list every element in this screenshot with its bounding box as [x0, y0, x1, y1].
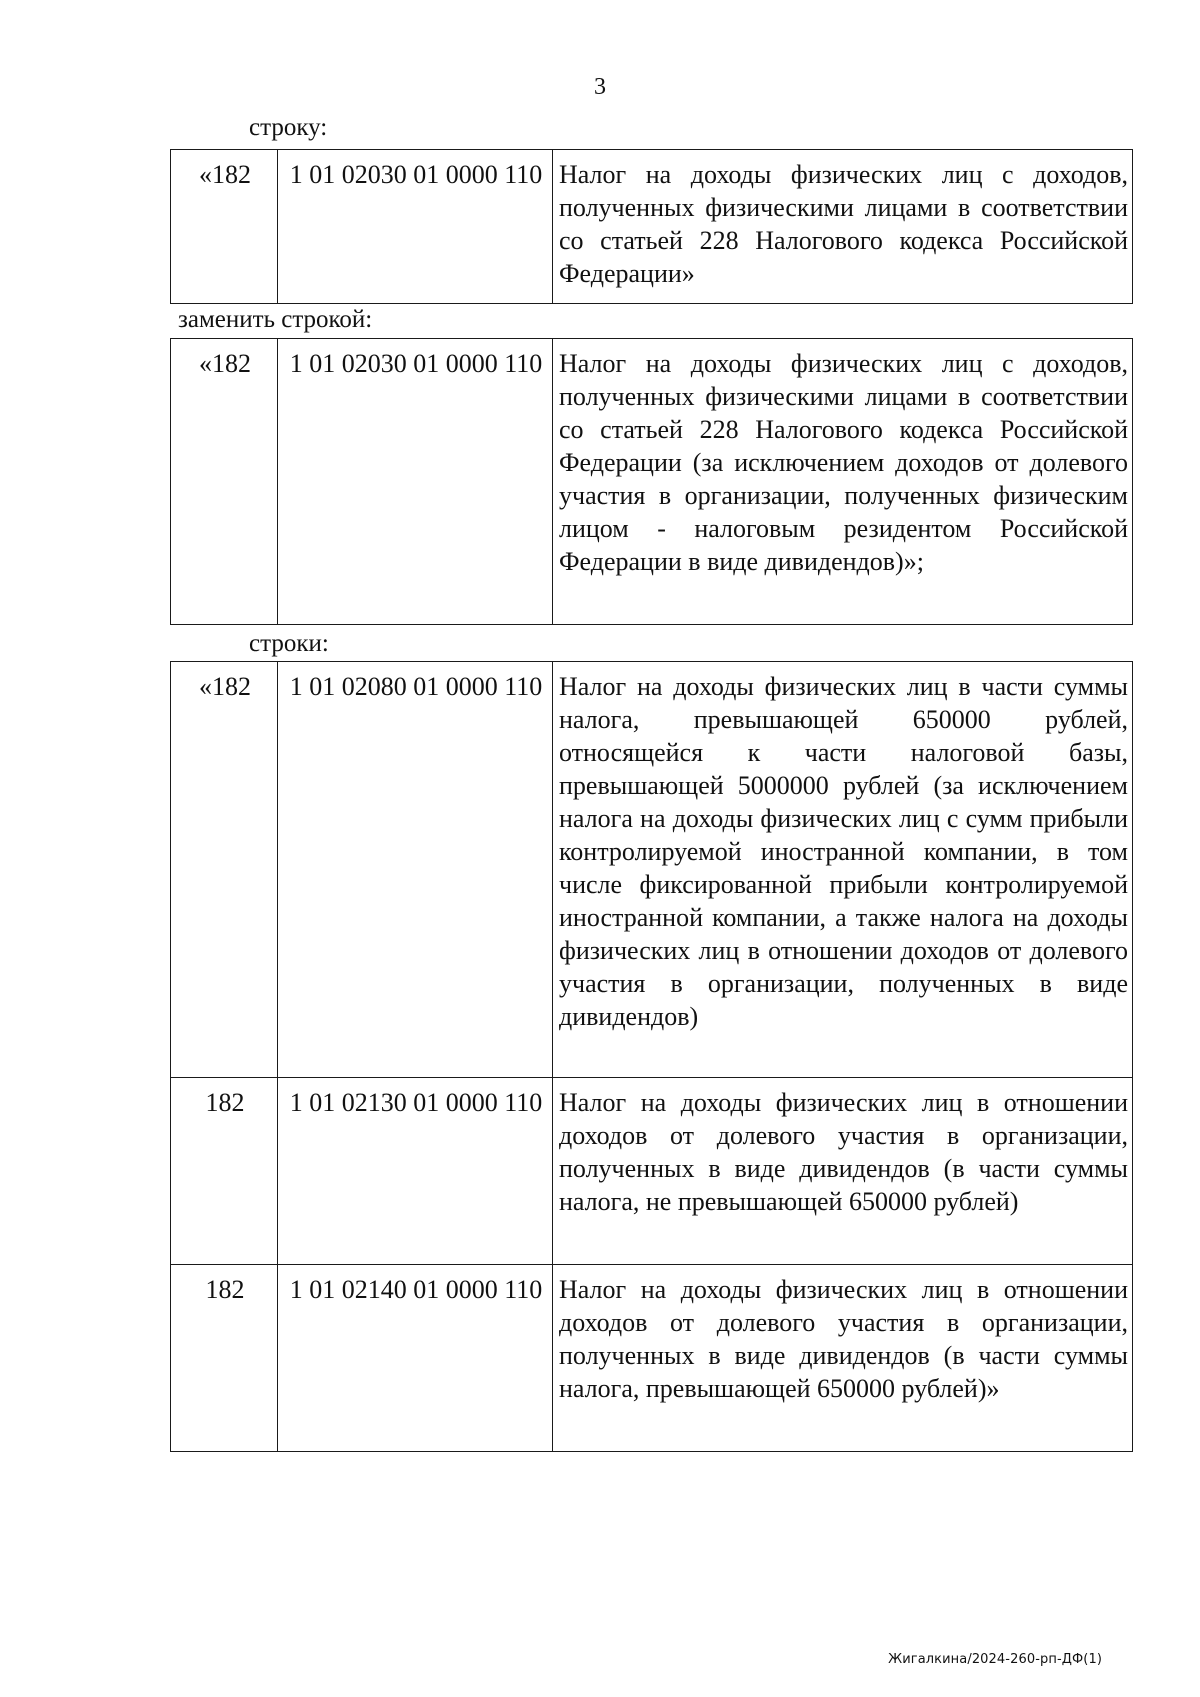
- page-number: 3: [594, 74, 606, 100]
- kbk-code-cell: 1 01 02140 01 0000 110: [278, 1265, 553, 1452]
- description-cell: Налог на доходы физических лиц с доходов, полученных физическими лицами в соответствии со статьей 228 Налогового кодекса Российской Федерации»: [553, 150, 1133, 304]
- table-row: [171, 150, 1133, 304]
- admin-code-cell: «182: [171, 662, 278, 1078]
- budget-table-rows: [170, 661, 1133, 1452]
- admin-code-cell: «182: [171, 339, 278, 625]
- kbk-code-cell: 1 01 02130 01 0000 110: [278, 1078, 553, 1265]
- lead-text-rows: строки:: [249, 630, 329, 657]
- description-cell: Налог на доходы физических лиц с доходов, полученных физическими лицами в соответствии со статьей 228 Налогового кодекса Российской Федерации (за исключением доходов от долевого участия в организации, полученных физическим лицом - налоговым резидентом Российской Федерации в виде дивидендов)»;: [553, 339, 1133, 625]
- document-footer-id: Жигалкина/2024-260-рп-ДФ(1): [888, 1652, 1102, 1667]
- budget-table-new-row: [170, 338, 1133, 625]
- description-cell: Налог на доходы физических лиц в отношении доходов от долевого участия в организации, полученных в виде дивидендов (в части суммы налога, не превышающей 650000 рублей): [553, 1078, 1133, 1265]
- admin-code-cell: «182: [171, 150, 278, 304]
- lead-text-replace-row: строку:: [249, 114, 328, 141]
- table-row: [171, 1078, 1133, 1265]
- kbk-code-cell: 1 01 02080 01 0000 110: [278, 662, 553, 1078]
- kbk-code-cell: 1 01 02030 01 0000 110: [278, 150, 553, 304]
- admin-code-cell: 182: [171, 1078, 278, 1265]
- description-cell: Налог на доходы физических лиц в отношении доходов от долевого участия в организации, полученных в виде дивидендов (в части суммы налога, превышающей 650000 рублей)»: [553, 1265, 1133, 1452]
- budget-table-original-row: [170, 149, 1133, 304]
- lead-text-replace-with: заменить строкой:: [178, 306, 373, 333]
- table-row: [171, 1265, 1133, 1452]
- kbk-code-cell: 1 01 02030 01 0000 110: [278, 339, 553, 625]
- admin-code-cell: 182: [171, 1265, 278, 1452]
- description-cell: Налог на доходы физических лиц в части суммы налога, превышающей 650000 рублей, относящейся к части налоговой базы, превышающей 5000000 рублей (за исключением налога на доходы физических лиц с сумм прибыли контролируемой иностранной компании, в том числе фиксированной прибыли контролируемой иностранной компании, а также налога на доходы физических лиц в отношении доходов от долевого участия в организации, полученных в виде дивидендов): [553, 662, 1133, 1078]
- table-row: [171, 662, 1133, 1078]
- table-row: [171, 339, 1133, 625]
